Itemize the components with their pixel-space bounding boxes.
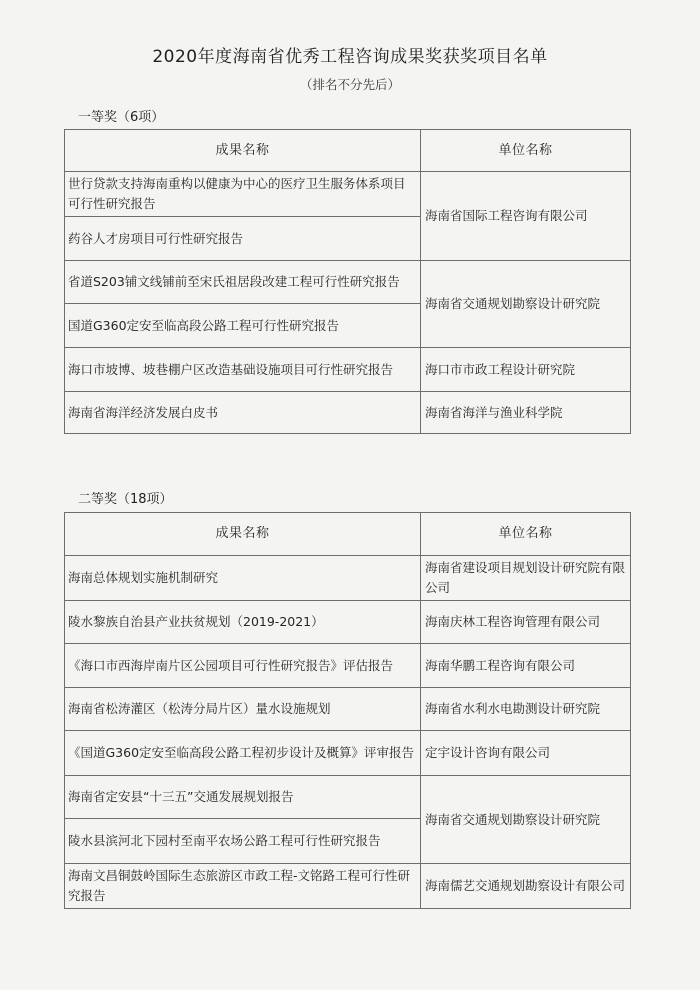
table-row <box>65 172 631 217</box>
table-row <box>65 348 631 392</box>
table-row <box>65 776 631 819</box>
project-name: 海南省海洋经济发展白皮书 <box>65 392 421 434</box>
document-title: 2020年度海南省优秀工程咨询成果奖获奖项目名单 <box>152 47 548 67</box>
project-name: 世行贷款支持海南重构以健康为中心的医疗卫生服务体系项目可行性研究报告 <box>65 172 421 217</box>
project-name: 陵水黎族自治县产业扶贫规划（2019-2021） <box>65 601 421 644</box>
unit-name: 海南省交通规划勘察设计研究院 <box>421 261 631 348</box>
column-header-name: 成果名称 <box>65 513 421 556</box>
unit-name: 定宇设计咨询有限公司 <box>421 731 631 776</box>
second-prize-table <box>64 512 631 909</box>
unit-name: 海南省海洋与渔业科学院 <box>421 392 631 434</box>
project-name: 《国道G360定安至临高段公路工程初步设计及概算》评审报告 <box>65 731 421 776</box>
project-name: 海南总体规划实施机制研究 <box>65 556 421 601</box>
table-row <box>65 392 631 434</box>
column-header-name: 成果名称 <box>65 130 421 172</box>
table-row <box>65 688 631 731</box>
project-name: 海南省定安县“十三五”交通发展规划报告 <box>65 776 421 819</box>
unit-name: 海南省国际工程咨询有限公司 <box>421 172 631 261</box>
unit-name: 海南庆林工程咨询管理有限公司 <box>421 601 631 644</box>
unit-name: 海口市市政工程设计研究院 <box>421 348 631 392</box>
unit-name: 海南华鹏工程咨询有限公司 <box>421 644 631 688</box>
project-name: 药谷人才房项目可行性研究报告 <box>65 217 421 261</box>
table-row <box>65 601 631 644</box>
project-name: 海南省松涛灌区（松涛分局片区）量水设施规划 <box>65 688 421 731</box>
project-name: 《海口市西海岸南片区公园项目可行性研究报告》评估报告 <box>65 644 421 688</box>
unit-name: 海南省水利水电勘测设计研究院 <box>421 688 631 731</box>
column-header-unit: 单位名称 <box>421 130 631 172</box>
unit-name: 海南省交通规划勘察设计研究院 <box>421 776 631 864</box>
table-row <box>65 864 631 909</box>
table-row <box>65 644 631 688</box>
unit-name: 海南儒艺交通规划勘察设计有限公司 <box>421 864 631 909</box>
document-subtitle: （排名不分先后） <box>299 77 400 92</box>
table-row <box>65 731 631 776</box>
second-prize-heading: 二等奖（18项） <box>78 492 173 507</box>
first-prize-heading: 一等奖（6项） <box>78 110 165 125</box>
unit-name: 海南省建设项目规划设计研究院有限公司 <box>421 556 631 601</box>
column-header-unit: 单位名称 <box>421 513 631 556</box>
project-name: 海口市坡博、坡巷棚户区改造基础设施项目可行性研究报告 <box>65 348 421 392</box>
table-row <box>65 556 631 601</box>
project-name: 省道S203铺文线铺前至宋氏祖居段改建工程可行性研究报告 <box>65 261 421 304</box>
project-name: 海南文昌铜鼓岭国际生态旅游区市政工程-文铭路工程可行性研究报告 <box>65 864 421 909</box>
table-row <box>65 261 631 304</box>
first-prize-table <box>64 129 631 434</box>
project-name: 国道G360定安至临高段公路工程可行性研究报告 <box>65 304 421 348</box>
project-name: 陵水县滨河北下园村至南平农场公路工程可行性研究报告 <box>65 819 421 864</box>
